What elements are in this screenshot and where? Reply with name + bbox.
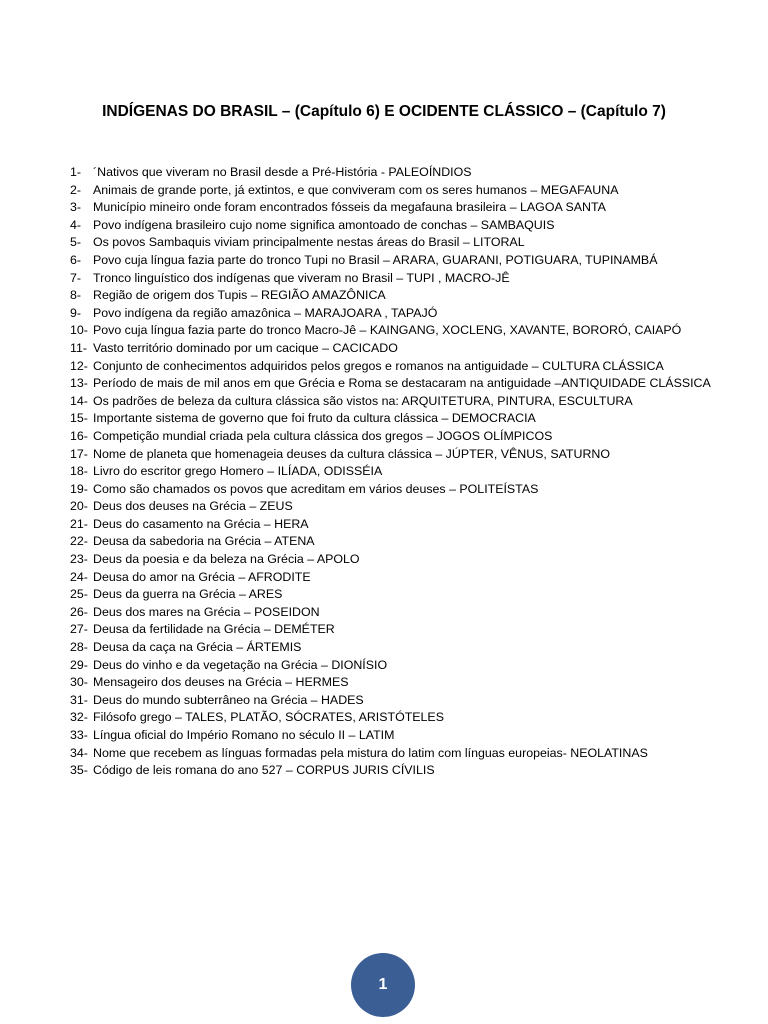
- list-item-number: 31-: [70, 692, 88, 707]
- list-item: [70, 639, 760, 657]
- list-item-text: Período de mais de mil anos em que Grécia e Roma se destacaram na antiguidade –ANTIQUIDADE CLÁSSICA: [93, 376, 711, 391]
- page-title: INDÍGENAS DO BRASIL – (Capítulo 6) E OCIDENTE CLÁSSICO – (Capítulo 7): [102, 103, 666, 120]
- list-item: [70, 516, 760, 534]
- list-item: [70, 533, 760, 551]
- list-item: [70, 393, 760, 411]
- list-item-number: 6-: [70, 252, 82, 267]
- list-item-number: 30-: [70, 675, 88, 690]
- list-item-number: 17-: [70, 446, 88, 461]
- list-item: [70, 762, 760, 780]
- list-item-number: 12-: [70, 358, 88, 373]
- list-item-text: Nome que recebem as línguas formadas pela mistura do latim com línguas europeias- NEOLATINAS: [93, 745, 648, 760]
- list-item-text: Os povos Sambaquis viviam principalmente nestas áreas do Brasil – LITORAL: [93, 235, 525, 250]
- list-item-number: 5-: [70, 235, 82, 250]
- list-item-number: 34-: [70, 745, 88, 760]
- list-item-number: 22-: [70, 534, 88, 549]
- list-item-number: 24-: [70, 569, 88, 584]
- list-item-number: 29-: [70, 657, 88, 672]
- list-item-number: 2-: [70, 182, 82, 197]
- list-item-number: 11-: [70, 340, 87, 355]
- list-item-text: Animais de grande porte, já extintos, e que conviveram com os seres humanos – MEGAFAUNA: [93, 182, 619, 197]
- list-item-text: Os padrões de beleza da cultura clássica são vistos na: ARQUITETURA, PINTURA, ESCULTURA: [93, 393, 633, 408]
- list-item-text: Povo indígena da região amazônica – MARAJOARA , TAPAJÓ: [93, 305, 438, 320]
- list-item-text: Conjunto de conhecimentos adquiridos pelos gregos e romanos na antiguidade – CULTURA CLÁSSICA: [93, 358, 664, 373]
- list-item-text: Deusa da fertilidade na Grécia – DEMÉTER: [93, 622, 335, 637]
- list-item-number: 9-: [70, 305, 82, 320]
- list-item-text: Tronco linguístico dos indígenas que viveram no Brasil – TUPI , MACRO-JÊ: [93, 270, 510, 285]
- list-item: [70, 604, 760, 622]
- list-item-text: Deus dos deuses na Grécia – ZEUS: [93, 499, 293, 514]
- list-item: [70, 745, 760, 763]
- list-item-number: 10-: [70, 323, 88, 338]
- list-item-text: Município mineiro onde foram encontrados fósseis da megafauna brasileira – LAGOA SANTA: [93, 200, 606, 215]
- list-item-text: Deus da poesia e da beleza na Grécia – APOLO: [93, 552, 360, 567]
- list-item-number: 18-: [70, 464, 88, 479]
- list-item: [70, 358, 760, 376]
- list-item: [70, 428, 760, 446]
- list-item: [70, 410, 760, 428]
- list-item-number: 28-: [70, 640, 88, 655]
- list-item-number: 20-: [70, 499, 88, 514]
- list-item: [70, 217, 760, 235]
- list-item-text: Importante sistema de governo que foi fruto da cultura clássica – DEMOCRACIA: [93, 411, 536, 426]
- list-item: [70, 287, 760, 305]
- list-item-number: 13-: [70, 376, 88, 391]
- list-item-number: 15-: [70, 411, 88, 426]
- list-item: [70, 340, 760, 358]
- list-item-text: Deusa da caça na Grécia – ÁRTEMIS: [93, 640, 302, 655]
- list-item-number: 7-: [70, 270, 82, 285]
- list-item: [70, 182, 760, 200]
- list-item: [70, 586, 760, 604]
- list-item-text: Deus da guerra na Grécia – ARES: [93, 587, 283, 602]
- list-item: [70, 692, 760, 710]
- list-item: [70, 621, 760, 639]
- list-item-number: 25-: [70, 587, 88, 602]
- list-item: [70, 463, 760, 481]
- list-item-text: Vasto território dominado por um cacique – CACICADO: [93, 340, 398, 355]
- list-item-text: Língua oficial do Império Romano no século II – LATIM: [93, 728, 395, 742]
- list-item-number: 3-: [70, 200, 82, 215]
- list-item-text: Deusa do amor na Grécia – AFRODITE: [93, 569, 311, 584]
- list-item-text: Competição mundial criada pela cultura clássica dos gregos – JOGOS OLÍMPICOS: [93, 428, 553, 443]
- list-item-text: Mensageiro dos deuses na Grécia – HERMES: [93, 675, 349, 690]
- list-item: [70, 551, 760, 569]
- list-item-number: 19-: [70, 481, 88, 496]
- list-item: [70, 569, 760, 587]
- list-item: [70, 481, 760, 499]
- list-item-text: ´Nativos que viveram no Brasil desde a Pré-História - PALEOÍNDIOS: [93, 165, 472, 179]
- list-item-number: 1-: [70, 165, 82, 179]
- list-item-text: Deus do vinho e da vegetação na Grécia – DIONÍSIO: [93, 657, 388, 672]
- list-item-text: Deusa da sabedoria na Grécia – ATENA: [93, 534, 315, 549]
- list-item-number: 32-: [70, 710, 88, 725]
- list-item: [70, 498, 760, 516]
- list-item: [70, 322, 760, 340]
- question-list: [70, 164, 760, 780]
- list-item-number: 4-: [70, 217, 82, 232]
- list-item-number: 14-: [70, 393, 88, 408]
- list-item-text: Código de leis romana do ano 527 – CORPUS JURIS CÍVILIS: [93, 763, 435, 778]
- list-item: [70, 270, 760, 288]
- list-item-text: Povo cuja língua fazia parte do tronco Tupi no Brasil – ARARA, GUARANI, POTIGUARA, TUPINAMBÁ: [93, 252, 658, 267]
- list-item-number: 33-: [70, 728, 88, 742]
- list-item-text: Deus dos mares na Grécia – POSEIDON: [93, 604, 320, 619]
- list-item: [70, 375, 760, 393]
- list-item: [70, 657, 760, 675]
- list-item: [70, 199, 760, 217]
- list-item-number: 8-: [70, 288, 82, 303]
- list-item-text: Região de origem dos Tupis – REGIÃO AMAZÔNICA: [93, 288, 386, 303]
- list-item: [70, 305, 760, 323]
- list-item-text: Deus do mundo subterrâneo na Grécia – HADES: [93, 692, 364, 707]
- list-item: [70, 727, 760, 745]
- list-item-number: 26-: [70, 604, 88, 619]
- list-item-text: Filósofo grego – TALES, PLATÃO, SÓCRATES, ARISTÓTELES: [93, 710, 444, 725]
- list-item-number: 21-: [70, 516, 88, 531]
- list-item-text: Livro do escritor grego Homero – ILÍADA, ODISSÉIA: [93, 464, 383, 479]
- list-item: [70, 164, 760, 182]
- list-item-text: Deus do casamento na Grécia – HERA: [93, 516, 309, 531]
- list-item-text: Como são chamados os povos que acreditam em vários deuses – POLITEÍSTAS: [93, 481, 539, 496]
- list-item-number: 27-: [70, 622, 88, 637]
- list-item: [70, 252, 760, 270]
- list-item: [70, 709, 760, 727]
- list-item-text: Nome de planeta que homenageia deuses da cultura clássica – JÚPTER, VÊNUS, SATURNO: [93, 446, 610, 461]
- list-item-number: 16-: [70, 428, 88, 443]
- list-item: [70, 446, 760, 464]
- list-item-number: 23-: [70, 552, 88, 567]
- list-item: [70, 674, 760, 692]
- list-item-number: 35-: [70, 763, 88, 778]
- list-item: [70, 234, 760, 252]
- list-item-text: Povo cuja língua fazia parte do tronco Macro-Jê – KAINGANG, XOCLENG, XAVANTE, BORORÓ, CAIAPÓ: [93, 323, 682, 338]
- page-number-badge: 1: [351, 953, 415, 1017]
- list-item-text: Povo indígena brasileiro cujo nome significa amontoado de conchas – SAMBAQUIS: [93, 217, 555, 232]
